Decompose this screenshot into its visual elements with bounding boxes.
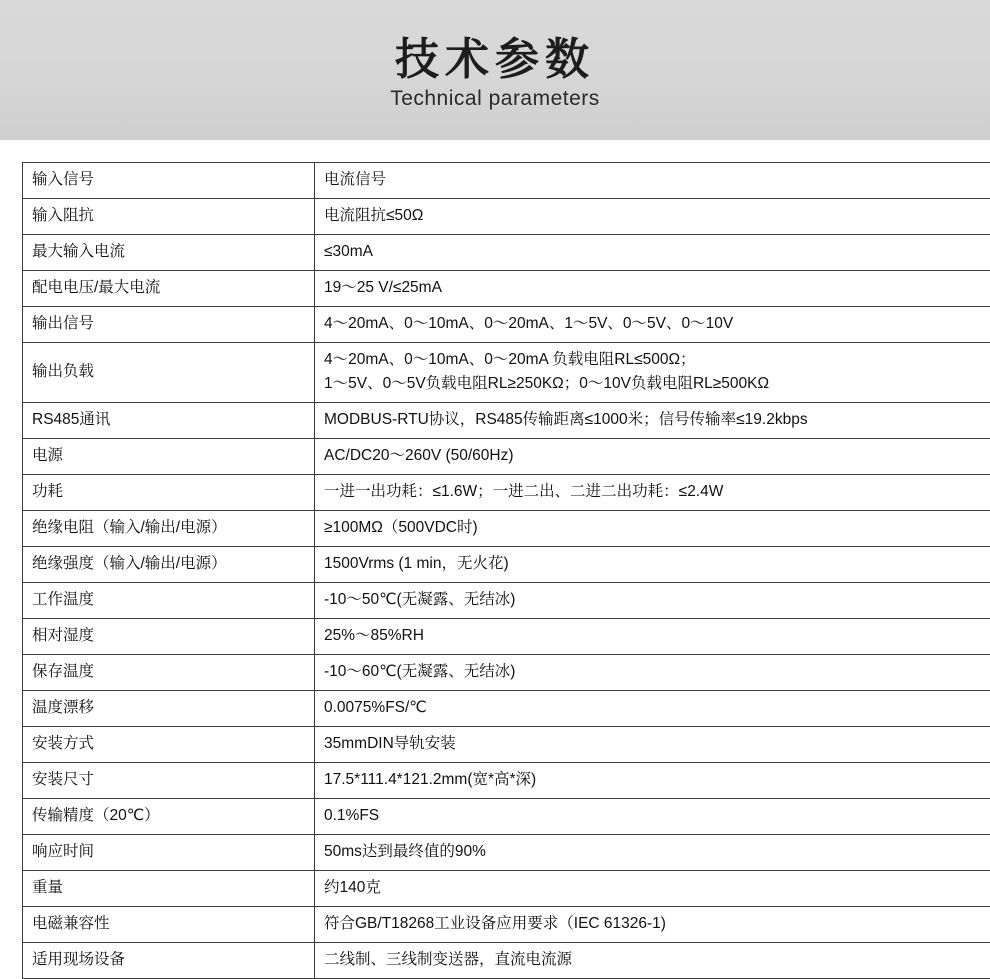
table-row: [23, 619, 990, 655]
spec-value: AC/DC20～260V (50/60Hz): [315, 439, 990, 475]
spec-value: ≤30mA: [315, 235, 990, 271]
spec-value: 电流信号: [315, 163, 990, 199]
spec-label: 输入信号: [23, 163, 315, 199]
spec-label: 安装方式: [23, 727, 315, 763]
spec-value: [315, 343, 990, 403]
table-row: [23, 547, 990, 583]
table-row: [23, 439, 990, 475]
spec-label: 温度漂移: [23, 691, 315, 727]
spec-value: 约140克: [315, 871, 990, 907]
table-row: [23, 199, 990, 235]
spec-value: -10～50℃(无凝露、无结冰): [315, 583, 990, 619]
spec-label: 配电电压/最大电流: [23, 271, 315, 307]
table-row: [23, 403, 990, 439]
spec-value: 一进一出功耗：≤1.6W；一进二出、二进二出功耗：≤2.4W: [315, 475, 990, 511]
spec-label: 相对湿度: [23, 619, 315, 655]
table-row: [23, 871, 990, 907]
table-row: [23, 271, 990, 307]
technical-parameters-table: [22, 162, 990, 979]
spec-value: 电流阻抗≤50Ω: [315, 199, 990, 235]
table-row: [23, 343, 990, 403]
spec-label: 适用现场设备: [23, 943, 315, 979]
spec-label: 输出负载: [23, 343, 315, 403]
spec-value: 1500Vrms (1 min，无火花): [315, 547, 990, 583]
spec-value: 4～20mA、0～10mA、0～20mA、1～5V、0～5V、0～10V: [315, 307, 990, 343]
spec-label: 传输精度（20℃）: [23, 799, 315, 835]
table-row: [23, 583, 990, 619]
table-row: [23, 727, 990, 763]
table-row: [23, 475, 990, 511]
spec-value: 二线制、三线制变送器，直流电流源: [315, 943, 990, 979]
table-row: [23, 763, 990, 799]
table-row: [23, 655, 990, 691]
spec-label: 绝缘电阻（输入/输出/电源）: [23, 511, 315, 547]
spec-value: ≥100MΩ（500VDC时): [315, 511, 990, 547]
table-row: [23, 235, 990, 271]
page-subtitle: Technical parameters: [390, 87, 600, 111]
table-row: [23, 835, 990, 871]
page-title: 技术参数: [395, 35, 595, 86]
table-row: [23, 511, 990, 547]
spec-value: 符合GB/T18268工业设备应用要求（IEC 61326-1): [315, 907, 990, 943]
spec-value: MODBUS-RTU协议，RS485传输距离≤1000米；信号传输率≤19.2kbps: [315, 403, 990, 439]
spec-value: 17.5*111.4*121.2mm(宽*高*深): [315, 763, 990, 799]
table-row: [23, 943, 990, 979]
table-row: [23, 691, 990, 727]
spec-label: 电磁兼容性: [23, 907, 315, 943]
spec-value-line: 1～5V、0～5V负载电阻RL≥250KΩ；0～10V负载电阻RL≥500KΩ: [324, 372, 990, 396]
spec-label: 最大输入电流: [23, 235, 315, 271]
table-row: [23, 799, 990, 835]
spec-label: 工作温度: [23, 583, 315, 619]
spec-label: 电源: [23, 439, 315, 475]
table-row: [23, 307, 990, 343]
spec-label: 输入阻抗: [23, 199, 315, 235]
spec-label: 输出信号: [23, 307, 315, 343]
spec-label: RS485通讯: [23, 403, 315, 439]
spec-label: 响应时间: [23, 835, 315, 871]
page-header: [0, 0, 990, 140]
spec-value-line: 4～20mA、0～10mA、0～20mA 负载电阻RL≤500Ω；: [324, 348, 990, 372]
spec-table-body: [23, 163, 990, 979]
spec-value: 50ms达到最终值的90%: [315, 835, 990, 871]
spec-label: 绝缘强度（输入/输出/电源）: [23, 547, 315, 583]
table-row: [23, 163, 990, 199]
spec-value: 0.0075%FS/℃: [315, 691, 990, 727]
spec-value: 25%～85%RH: [315, 619, 990, 655]
spec-label: 安装尺寸: [23, 763, 315, 799]
table-row: [23, 907, 990, 943]
spec-label: 功耗: [23, 475, 315, 511]
spec-label: 重量: [23, 871, 315, 907]
spec-value: 35mmDIN导轨安装: [315, 727, 990, 763]
spec-value: -10～60℃(无凝露、无结冰): [315, 655, 990, 691]
spec-label: 保存温度: [23, 655, 315, 691]
spec-value: 0.1%FS: [315, 799, 990, 835]
spec-table-container: [0, 140, 990, 979]
spec-value: 19～25 V/≤25mA: [315, 271, 990, 307]
